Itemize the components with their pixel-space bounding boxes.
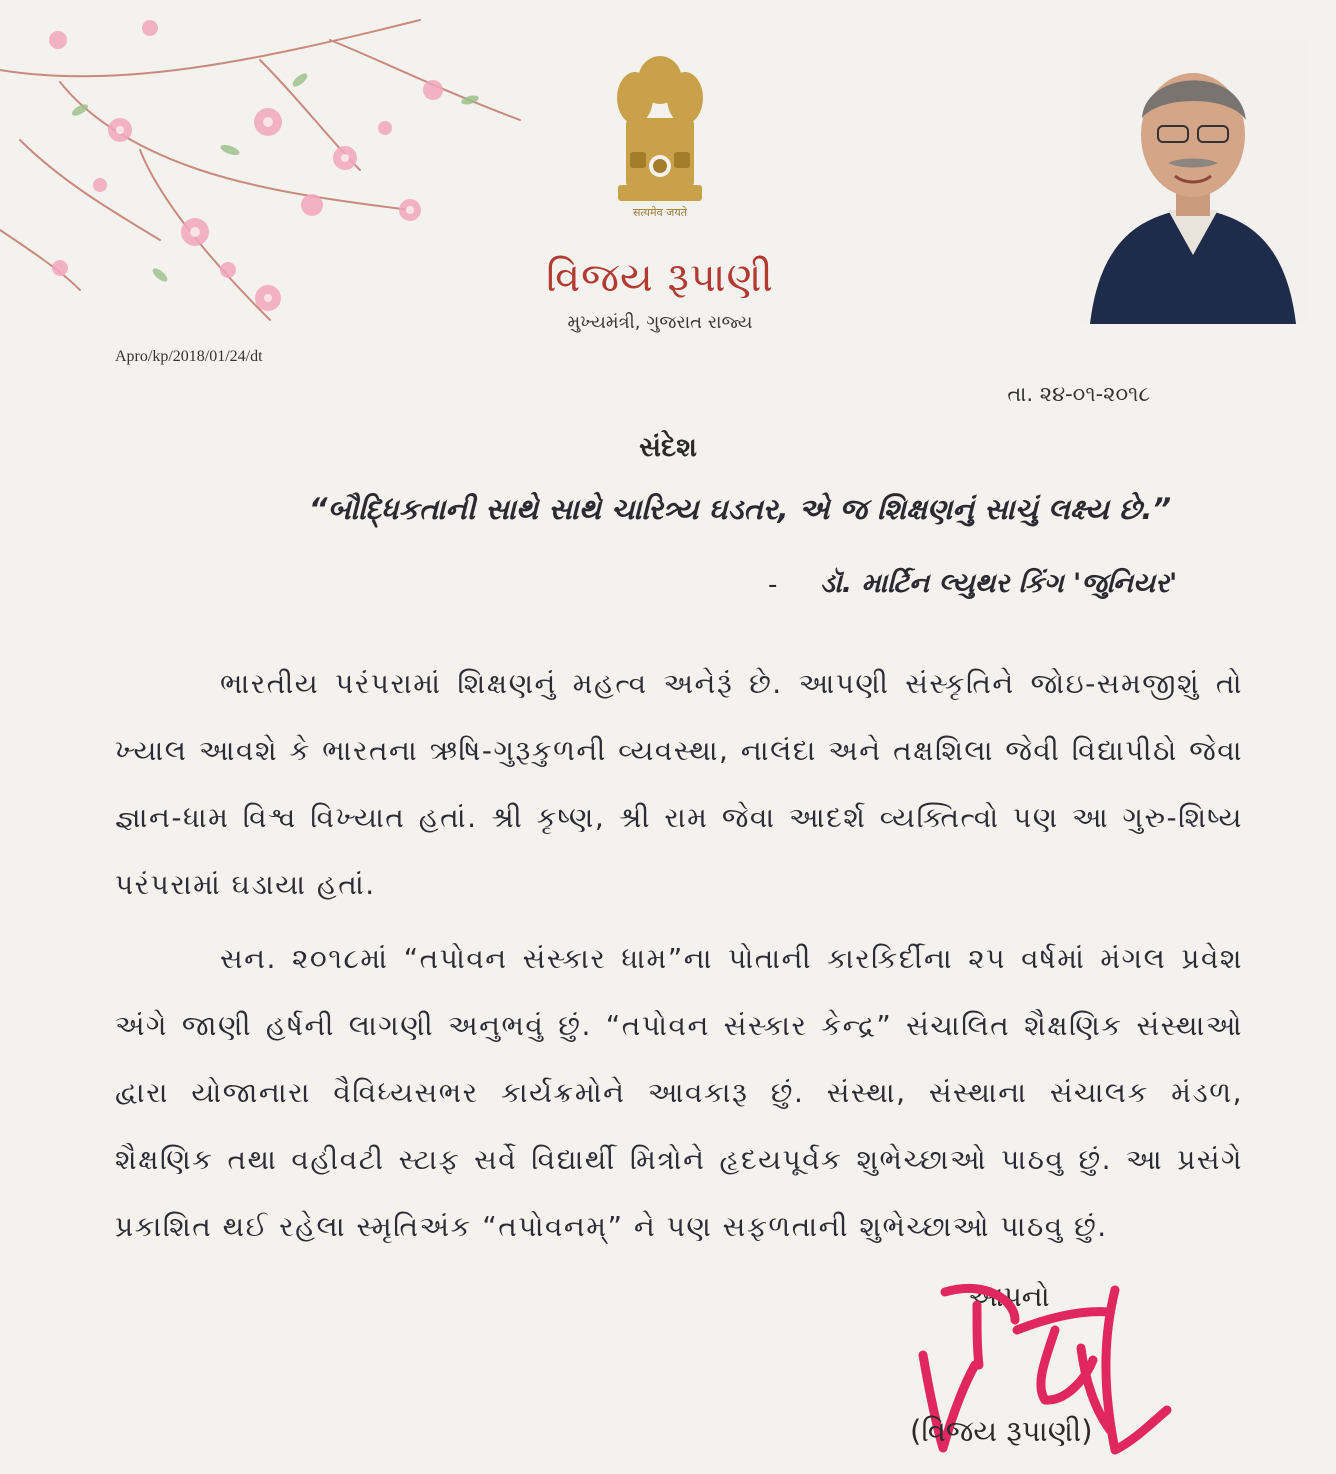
sender-designation: મુખ્યમંત્રી, ગુજરાત રાજ્ય (567, 312, 753, 333)
closing-salutation: આપનો (968, 1280, 1050, 1313)
message-heading: સંદેશ (639, 432, 697, 463)
reference-number: Apro/kp/2018/01/24/dt (115, 348, 263, 365)
emblem-motto: सत्यमेव जयते (632, 206, 687, 219)
portrait-photo (1080, 40, 1306, 324)
signer-name: (વિજય રૂપાણી) (910, 1414, 1093, 1448)
body-paragraph: ભારતીય પરંપરામાં શિક્ષણનું મહત્વ અનેરૂં છે. આપણી સંસ્કૃતિને જોઇ-સમજીશું તો ખ્યાલ આવશે કે ભારતના ઋષિ-ગુરૂકુળની વ્યવસ્થા, નાલંદા અને તક્ષશિલા જેવી વિદ્યાપીઠો જેવા જ્ઞાન-ધામ વિશ્વ વિખ્યાત હતાં. શ્રી કૃષ્ણ, શ્રી રામ જેવા આદર્શ વ્યક્તિત્વો પણ આ ગુરુ-શિષ્ય પરંપરામાં ઘડાયા હતાં. (115, 667, 1243, 901)
sender-name: વિજય રૂપાણી (546, 255, 774, 301)
cherry-blossom-branch-illustration (0, 0, 560, 360)
opening-quote: “બૌદ્ધિકતાની સાથે સાથે ચારિત્ર્ય ઘડતર, એ જ શિક્ષણનું સાચું લક્ષ્ય છે.” (308, 492, 1172, 526)
body-paragraph: સન. ૨૦૧૮માં “તપોવન સંસ્કાર ધામ”ના પોતાની કારકિર્દીના ૨૫ વર્ષમાં મંગલ પ્રવેશ અંગે જાણી હર્ષની લાગણી અનુભવું છું. “તપોવન સંસ્કાર કેન્દ્ર” સંચાલિત શૈક્ષણિક સંસ્થાઓ દ્વારા યોજાનારા વૈવિધ્યસભર કાર્યક્રમોને આવકારૂ છું. સંસ્થા, સંસ્થાના સંચાલક મંડળ, શૈક્ષણિક તથા વહીવટી સ્ટાફ સર્વે વિદ્યાર્થી મિત્રોને હૃદયપૂર્વક શુભેચ્છાઓ પાઠવુ છું. આ પ્રસંગે પ્રકાશિત થઈ રહેલા સ્મૃતિઅંક “તપોવનમ્” ને પણ સફળતાની શુભેચ્છાઓ પાઠવુ છું. (115, 942, 1243, 1243)
letter-date: તા. ૨૪-૦૧-૨૦૧૮ (1007, 382, 1150, 406)
quote-attribution: ડૉ. માર્ટિન લ્યુથર કિંગ 'જુનિયર' (820, 568, 1178, 599)
attribution-dash: - (768, 570, 778, 600)
